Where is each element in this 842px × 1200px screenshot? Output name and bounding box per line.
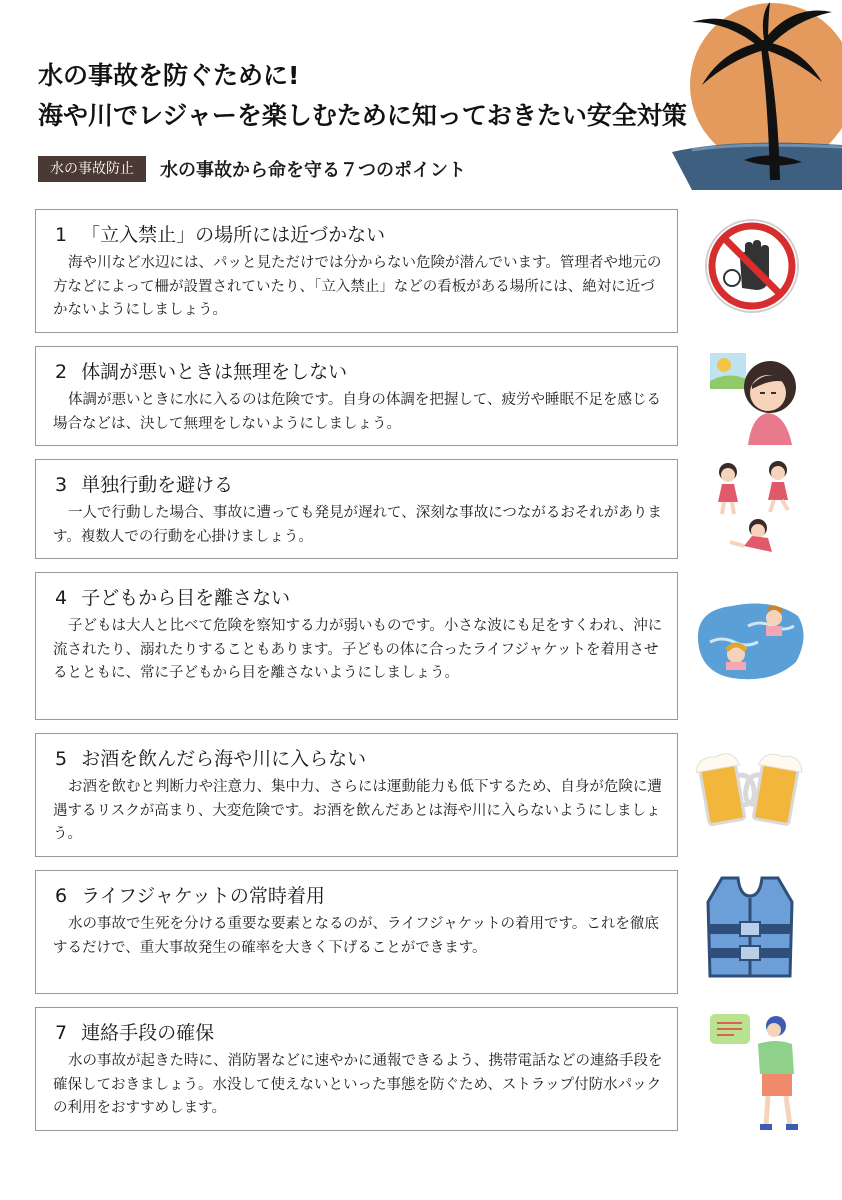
group-of-kids-icon [708,458,804,558]
point-body: お酒を飲むと判断力や注意力、集中力、さらには運動能力も低下するため、自身が危険に遭遇するリスクが高まり、大変危険です。お酒を飲んだあとは海や川に入らないようにしましょう。 [53,779,662,842]
point-title [55,472,665,498]
point-number: 5 [55,748,68,770]
point-title [55,585,665,611]
section-subtitle: 水の事故から命を守る７つのポイント [160,160,466,181]
point-card-5 [35,733,678,857]
point-card-6 [35,870,678,994]
title-line-2: 海や川でレジャーを楽しむために知っておきたい安全対策 [38,101,687,130]
point-number: 4 [55,587,68,609]
point-number: 7 [55,1022,68,1044]
point-body: 海や川など水辺には、パッと見ただけでは分からない危険が潜んでいます。管理者や地元の方などによって柵が設置されていたり、「立入禁止」などの看板がある場所には、絶対に近づかないようにしましょう。 [53,255,662,318]
point-title [55,222,665,248]
point-body: 一人で行動した場合、事故に遭っても発見が遅れて、深刻な事故につながるおそれがあります。複数人での行動を心掛けましょう。 [53,505,662,545]
swimming-kids-icon [692,596,808,684]
point-card-7 [35,1007,678,1131]
point-title [55,359,665,385]
point-card-2 [35,346,678,446]
section-header [38,156,466,182]
tired-girl-icon [708,349,804,445]
point-title [55,1020,665,1046]
point-card-4 [35,572,678,720]
section-tag: 水の事故防止 [38,156,146,182]
point-number: 3 [55,474,68,496]
point-title-text: 「立入禁止」の場所には近づかない [81,224,386,246]
point-title-text: ライフジャケットの常時着用 [81,885,325,907]
point-title-text: 子どもから目を離さない [81,587,291,609]
beer-mugs-icon [694,742,806,834]
point-body: 水の事故で生死を分ける重要な要素となるのが、ライフジャケットの着用です。これを徹底するだけで、重大事故発生の確率を大きく下げることができます。 [53,916,659,956]
point-title-text: 連絡手段の確保 [81,1022,215,1044]
point-title-text: お酒を飲んだら海や川に入らない [81,748,367,770]
point-body: 水の事故が起きた時に、消防署などに速やかに通報できるよう、携帯電話などの連絡手段を確保しておきましょう。水没して使えないといった事態を防ぐため、ストラップ付防水パックの利用をおすすめします。 [53,1053,663,1116]
point-title [55,746,665,772]
point-number: 1 [55,224,68,246]
point-number: 2 [55,361,68,383]
point-title-text: 単独行動を避ける [81,474,234,496]
point-card-1 [35,209,678,333]
title-line-1: 水の事故を防ぐために! [38,61,300,90]
point-card-3 [35,459,678,559]
no-entry-hand-icon [704,218,800,314]
point-title-text: 体調が悪いときは無理をしない [81,361,348,383]
point-body: 体調が悪いときに水に入るのは危険です。自身の体調を把握して、疲労や睡眠不足を感じる場合などは、決して無理をしないようにしましょう。 [53,392,662,432]
life-jacket-icon [704,874,796,980]
point-number: 6 [55,885,68,907]
point-body: 子どもは大人と比べて危険を察知する力が弱いものです。小さな波にも足をすくわれ、沖に流されたり、溺れたりすることもあります。子どもの体に合ったライフジャケットを着用させるとともに、常に子どもから目を離さないようにしましょう。 [53,618,663,681]
phone-call-person-icon [706,1008,802,1134]
palm-beach-illustration [672,0,842,190]
page-title [38,56,687,136]
point-title [55,883,665,909]
